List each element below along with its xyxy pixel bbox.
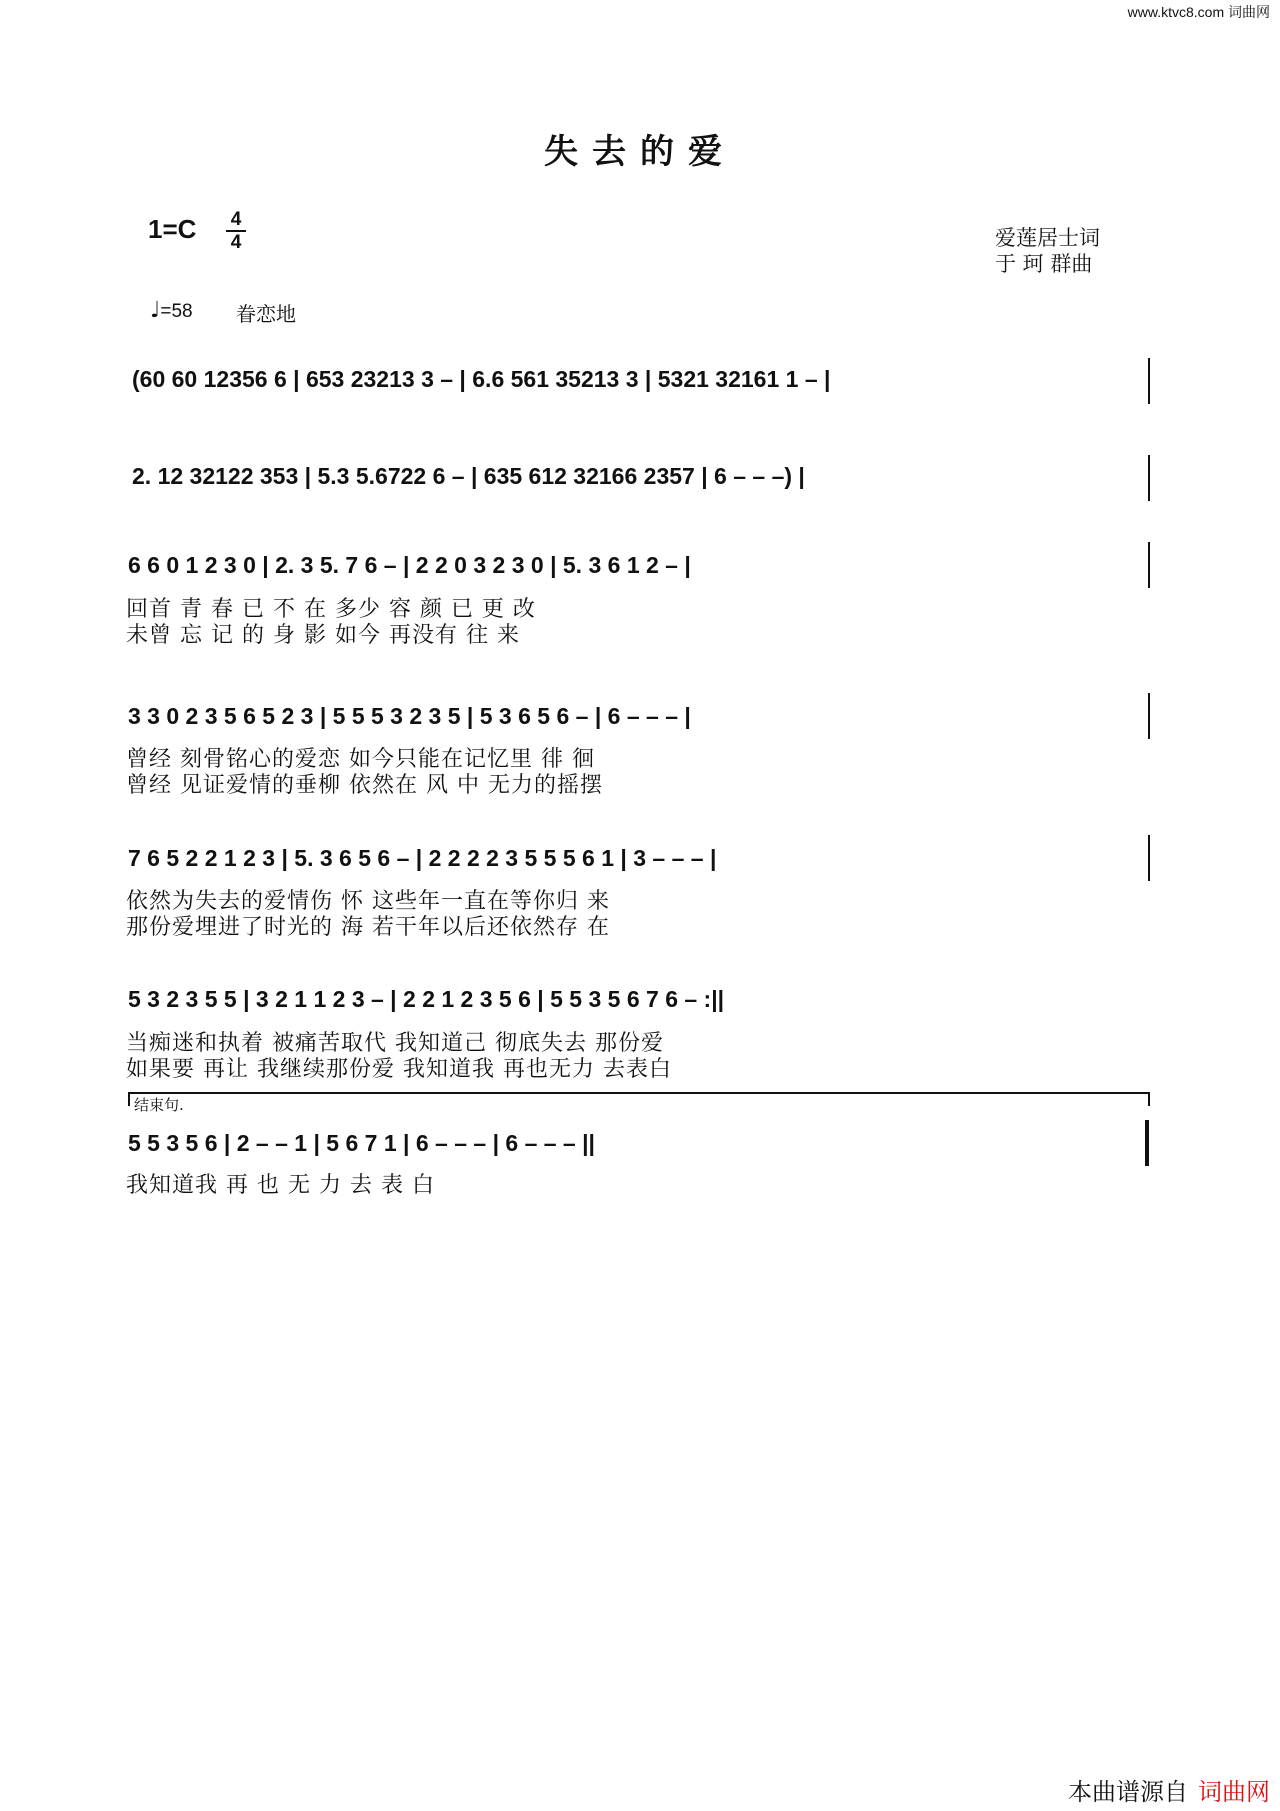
system-3-end-barline [1148,542,1150,588]
system-5-lyrics-verse-2: 那份爱埋进了时光的 海 若干年以后还依然存 在 [126,915,610,940]
system-4-lyrics-verse-2: 曾经 见证爱情的垂柳 依然在 风 中 无力的摇摆 [126,773,603,798]
ending-lyrics: 我知道我 再 也 无 力 去 表 白 [126,1173,435,1198]
ending-bracket [128,1092,1150,1106]
system-4-end-barline [1148,693,1150,739]
ending-notes: 5 5 3 5 6 | 2 – – 1 | 5 6 7 1 | 6 – – – | 6 – – – || [128,1130,595,1156]
system-4-lyrics-verse-1: 曾经 刻骨铭心的爱恋 如今只能在记忆里 徘 徊 [126,747,595,772]
composer-credit: 于 珂 群曲 [995,252,1093,276]
system-4-notes: 3 3 0 2 3 5 6 5 2 3 | 5 5 5 3 2 3 5 | 5 3 6 5 6 – | 6 – – – | [128,703,691,729]
final-barline [1145,1120,1149,1166]
tempo-marking [150,298,193,323]
lyricist-credit: 爱莲居士词 [995,226,1100,250]
footer-credit [1068,1772,1270,1807]
system-6-notes: 5 3 2 3 5 5 | 3 2 1 1 2 3 – | 2 2 1 2 3 5 6 | 5 5 3 5 6 7 6 – :|| [128,986,725,1012]
system-2-end-barline [1148,455,1150,501]
system-5-end-barline [1148,835,1150,881]
footer-brand: 词曲网 [1198,1778,1270,1806]
system-3-lyrics-verse-1: 回首 青 春 已 不 在 多少 容 颜 已 更 改 [126,597,536,622]
time-signature-top: 4 [230,209,242,230]
system-5-notes: 7 6 5 2 2 1 2 3 | 5. 3 6 5 6 – | 2 2 2 2 3 5 5 5 6 1 | 3 – – – | [128,845,717,871]
system-1-notes: (60 60 12356 6 | 653 23213 3 – | 6.6 561 35213 3 | 5321 32161 1 – | [132,366,831,392]
system-3-notes: 6 6 0 1 2 3 0 | 2. 3 5. 7 6 – | 2 2 0 3 2 3 0 | 5. 3 6 1 2 – | [128,552,691,578]
system-5-lyrics-verse-1: 依然为失去的爱情伤 怀 这些年一直在等你归 来 [126,889,610,914]
system-6-lyrics-verse-1: 当痴迷和执着 被痛苦取代 我知道己 彻底失去 那份爱 [126,1031,664,1056]
ending-label: 结束句. [134,1096,184,1114]
quarter-note-icon: ♩ [150,298,161,323]
time-signature [226,210,246,252]
system-3-lyrics-verse-2: 未曾 忘 记 的 身 影 如今 再没有 往 来 [126,623,520,648]
expression-marking: 眷恋地 [236,302,296,326]
site-url: www.ktvc8.com 词曲网 [1127,4,1270,20]
tempo-value: =58 [160,301,193,322]
system-6-lyrics-verse-2: 如果要 再让 我继续那份爱 我知道我 再也无力 去表白 [126,1057,672,1082]
footer-text: 本曲谱源自 [1068,1778,1188,1806]
time-signature-bottom: 4 [230,232,242,253]
system-2-notes: 2. 12 32122 353 | 5.3 5.6722 6 – | 635 612 32166 2357 | 6 – – –) | [132,463,805,489]
key-signature: 1=C [148,214,197,244]
song-title: 失去的爱 [544,132,736,172]
system-1-end-barline [1148,358,1150,404]
